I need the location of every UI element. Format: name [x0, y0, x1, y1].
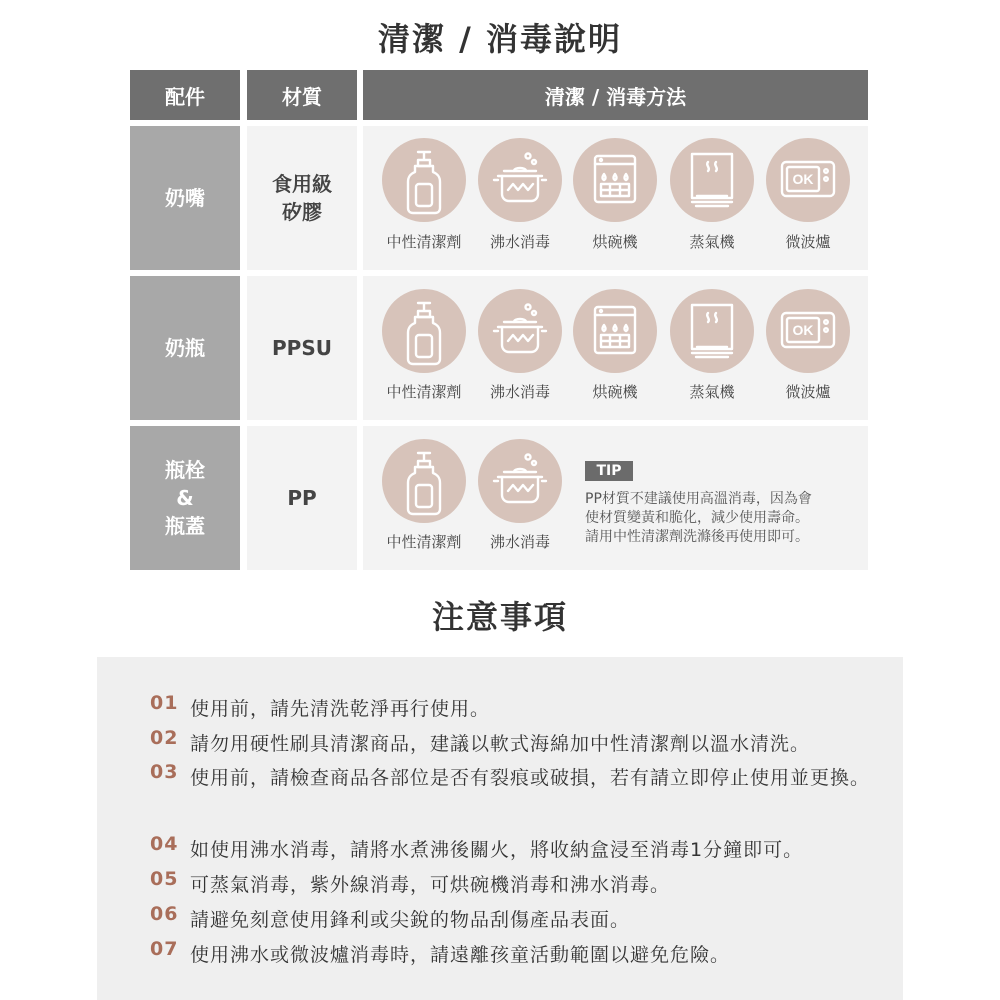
part-label: 奶瓶 — [165, 336, 205, 360]
method-label: 蒸氣機 — [689, 233, 735, 251]
material-label: PP — [287, 486, 317, 510]
bottle-detergent-icon — [382, 138, 466, 222]
material-cell-cap — [247, 426, 357, 570]
page-title: 清潔 / 消毒說明 — [378, 20, 622, 58]
tip-text — [585, 490, 865, 547]
note-number: 06 — [150, 903, 179, 925]
part-cell-nipple — [130, 126, 240, 270]
method-label: 烘碗機 — [592, 383, 638, 401]
note-text: 請避免刻意使用鋒利或尖銳的物品刮傷產品表面。 — [190, 909, 631, 931]
steamer-icon — [670, 138, 754, 222]
note-text: 使用沸水或微波爐消毒時，請遠離孩童活動範圍以避免危險。 — [190, 944, 731, 966]
note-text: 如使用沸水消毒，請將水煮沸後關火，將收納盒浸至消毒1分鐘即可。 — [190, 839, 804, 861]
bottle-detergent-icon — [382, 439, 466, 523]
tip-line: 請用中性清潔劑洗滌後再使用即可。 — [585, 529, 809, 545]
method-label: 沸水消毒 — [489, 533, 550, 551]
material-cell-nipple — [247, 126, 357, 270]
material-cell-bottle — [247, 276, 357, 420]
note-text: 可蒸氣消毒，紫外線消毒，可烘碗機消毒和沸水消毒。 — [190, 874, 671, 896]
steamer-icon — [670, 289, 754, 373]
note-number: 03 — [150, 761, 179, 783]
part-label: 奶嘴 — [165, 186, 205, 210]
material-label: PPSU — [272, 336, 332, 360]
microwave-icon — [766, 138, 850, 222]
notes-panel — [97, 657, 903, 1000]
note-number: 02 — [150, 727, 179, 749]
notes-title: 注意事項 — [431, 598, 568, 636]
note-number: 04 — [150, 833, 179, 855]
tip-badge: TIP — [585, 461, 633, 481]
header-method: 清潔 / 消毒方法 — [363, 70, 868, 120]
header-part: 配件 — [130, 70, 240, 120]
note-text: 使用前，請檢查商品各部位是否有裂痕或破損，若有請立即停止使用並更換。 — [190, 767, 871, 789]
bottle-detergent-icon — [382, 289, 466, 373]
dish-dryer-icon — [573, 138, 657, 222]
note-text: 請勿用硬性刷具清潔商品，建議以軟式海綿加中性清潔劑以溫水清洗。 — [190, 733, 811, 755]
method-label: 中性清潔劑 — [386, 533, 462, 551]
method-label: 微波爐 — [785, 233, 831, 251]
header-material: 材質 — [247, 70, 357, 120]
method-label: 沸水消毒 — [489, 233, 550, 251]
microwave-icon — [766, 289, 850, 373]
tip-line: PP材質不建議使用高溫消毒，因為會 — [585, 491, 812, 507]
boiling-pot-icon — [478, 439, 562, 523]
method-label: 蒸氣機 — [689, 383, 735, 401]
method-label: 沸水消毒 — [489, 383, 550, 401]
note-number: 07 — [150, 938, 179, 960]
method-label: 微波爐 — [785, 383, 831, 401]
note-number: 05 — [150, 868, 179, 890]
svg-text:OK: OK — [792, 171, 814, 187]
part-label: 瓶栓 & 瓶蓋 — [165, 458, 205, 538]
boiling-pot-icon — [478, 138, 562, 222]
method-label: 中性清潔劑 — [386, 233, 462, 251]
svg-text:OK: OK — [792, 322, 814, 338]
method-label: 烘碗機 — [592, 233, 638, 251]
tip-line: 使材質變黃和脆化，減少使用壽命。 — [585, 510, 809, 526]
part-cell-cap — [130, 426, 240, 570]
part-cell-bottle — [130, 276, 240, 420]
dish-dryer-icon — [573, 289, 657, 373]
method-label: 中性清潔劑 — [386, 383, 462, 401]
note-number: 01 — [150, 692, 179, 714]
boiling-pot-icon — [478, 289, 562, 373]
note-text: 使用前，請先清洗乾淨再行使用。 — [190, 698, 491, 720]
material-label: 食用級 矽膠 — [272, 172, 332, 224]
